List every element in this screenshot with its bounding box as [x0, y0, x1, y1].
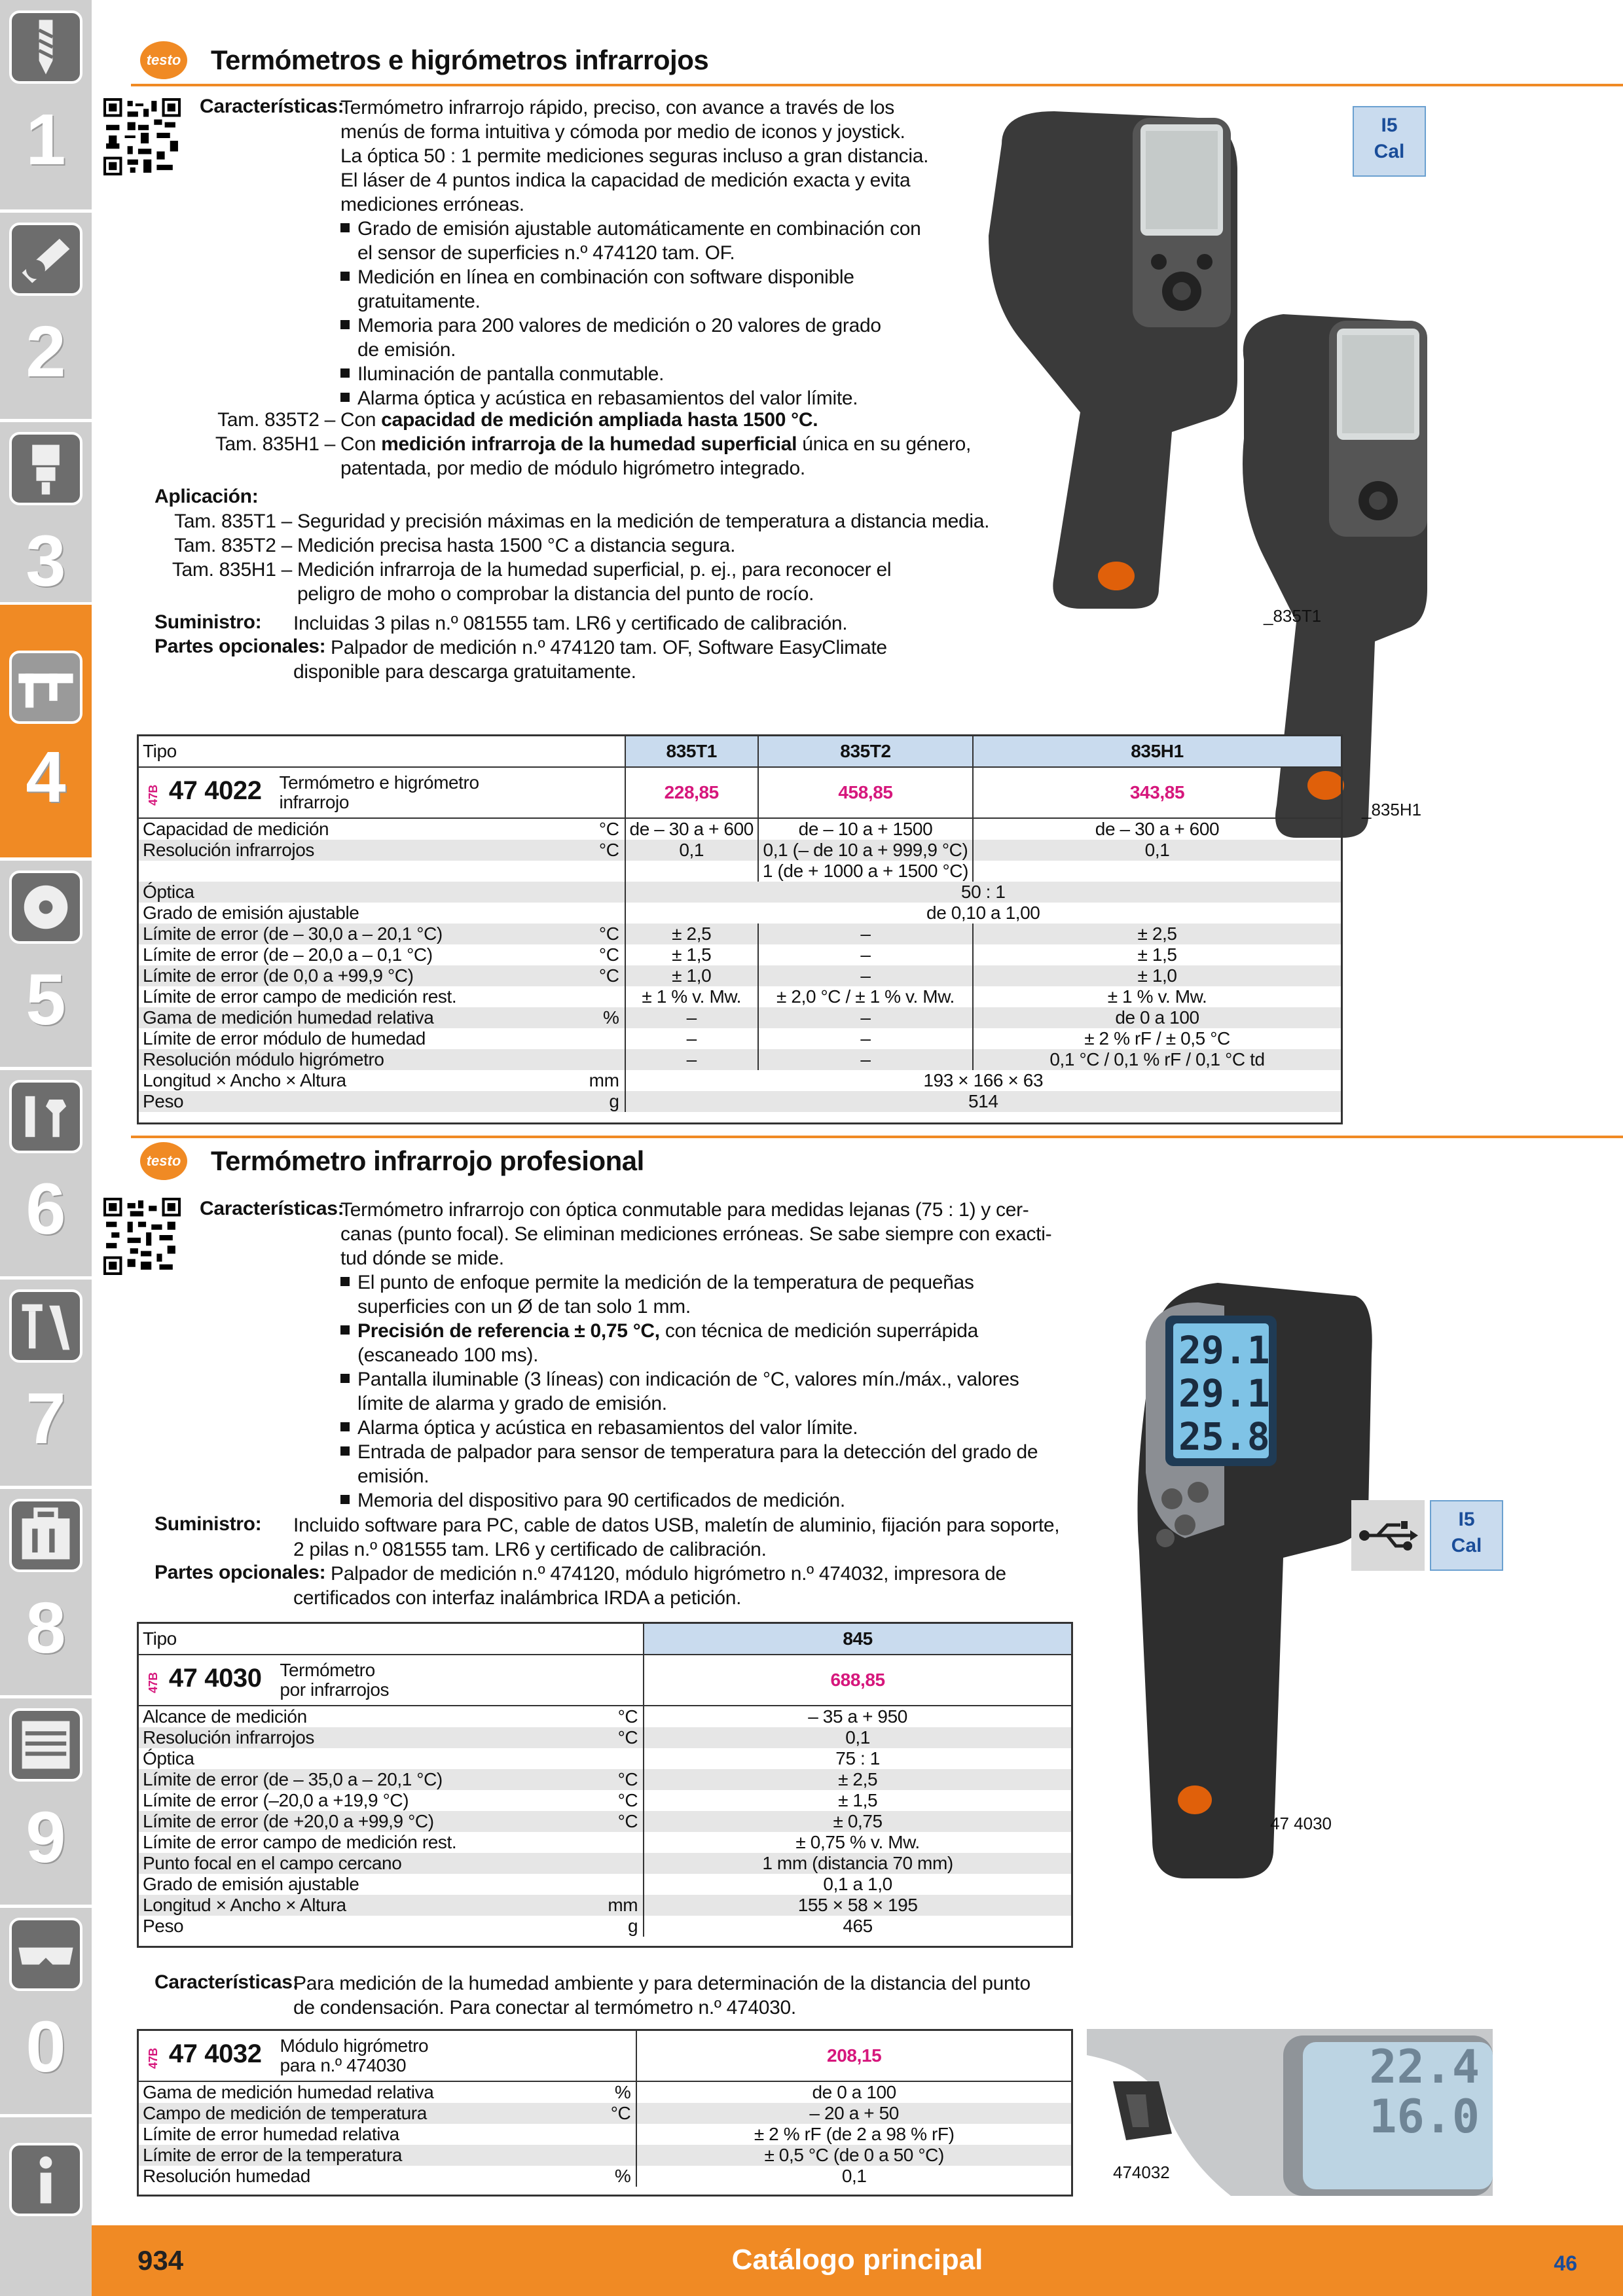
text-line: menús de forma intuitiva y cómoda por medio de iconos y joystick. [340, 121, 905, 143]
spec-value: ± 2 % rF (de 2 a 98 % rF) [636, 2124, 1071, 2145]
partes-opcionales-label: Partes opcionales: [155, 1562, 326, 1583]
spec-value: – [625, 1028, 758, 1049]
bullet-icon [340, 1374, 350, 1383]
spec-value: ± 1 % v. Mw. [973, 986, 1341, 1007]
price-row: 47B 47 4030 Termómetro por infrarrojos 688,85 [139, 1655, 1071, 1706]
spec-unit: mm [589, 1070, 619, 1090]
table-row [139, 1811, 1071, 1832]
spec-value: ± 1,0 [625, 965, 758, 986]
section-number: 46 [1554, 2251, 1577, 2275]
article-code: 47 4022 [168, 776, 262, 805]
table-row [139, 1895, 1071, 1916]
price-835t2: 458,85 [758, 767, 973, 818]
table-row [139, 1916, 1071, 1937]
spec-value: – 20 a + 50 [636, 2103, 1071, 2124]
table-row [139, 2145, 1071, 2166]
table-row [139, 1007, 1341, 1028]
aplicacion-label: Aplicación: [155, 486, 259, 507]
grinder-icon [9, 223, 82, 296]
table-row [139, 818, 1341, 840]
spec-unit: °C [585, 840, 625, 861]
info-icon [9, 2143, 82, 2216]
bullet-icon [340, 1495, 350, 1504]
spec-label: Capacidad de medición [143, 819, 329, 839]
table-row [139, 1748, 1071, 1769]
feature-bullets: El punto de enfoque permite la medición de la temperatura de pequeñas superficies con un Ø de tan solo 1 mm. Precisión de referencia ± 0,75 °C, con técnica de medición superrápida (escaneado 100 ms). Pantalla iluminable (3 líneas) con indicación de °C, valores mín./máx., valores límite de alarma y grado de emisión. Alarma óptica y acústica en rebasamientos del valor límite. Entrada de palpador para sensor de temperatura para la detección del grado de emisión. Memoria del dispositivo para 90 certificados de medición. [340, 1270, 1038, 1513]
tam-label: Tam. 835T2 – [217, 409, 335, 431]
section-title: Termómetros e higrómetros infrarrojos [211, 45, 709, 75]
testo-logo: testo [140, 1142, 187, 1180]
photo-caption: 47 4030 [1270, 1814, 1332, 1833]
device-display: 29.1 29.1 25.8 [1178, 1328, 1270, 1459]
spec-unit: °C [604, 1769, 644, 1790]
table-header-row [139, 736, 1341, 767]
spec-value: 193 × 166 × 63 [625, 1070, 1341, 1091]
spec-unit [604, 1874, 644, 1895]
spec-value: ± 2,0 °C / ± 1 % v. Mw. [758, 986, 973, 1007]
spec-label: Límite de error (–20,0 a +19,9 °C) [143, 1790, 409, 1810]
spec-value: ± 1,5 [625, 944, 758, 965]
spec-label: Resolución humedad [143, 2166, 310, 2186]
chuck-icon [9, 432, 82, 505]
spec-value: ± 2 % rF / ± 0,5 °C [973, 1028, 1341, 1049]
spec-unit [607, 2124, 637, 2145]
device-display: 22.4 16.0 [1369, 2040, 1480, 2144]
bullet-icon [340, 393, 350, 402]
spec-label: Límite de error (de 0,0 a +99,9 °C) [139, 965, 585, 986]
bullet-icon [340, 1325, 350, 1335]
text-line: Termómetro infrarrojo rápido, preciso, con avance a través de los [340, 97, 894, 118]
spec-label: Alcance de medición [143, 1706, 307, 1727]
chapter-tab-0[interactable] [0, 1907, 92, 2114]
spec-label: Límite de error humedad relativa [143, 2124, 399, 2144]
spec-label: Óptica [143, 1748, 194, 1768]
chapter-number: 6 [26, 1169, 66, 1249]
spec-label: Grado de emisión ajustable [143, 903, 359, 923]
spec-unit: °C [604, 1811, 644, 1832]
spec-unit: °C [598, 944, 619, 965]
spec-value: 0,1 [644, 1727, 1071, 1748]
price-row: 47B 47 4022 Termómetro e higrómetro infrarrojo 228,85 458,85 343,85 [139, 767, 1341, 818]
photo-caption: _835T1 [1264, 606, 1322, 626]
table-row [139, 944, 1341, 965]
spec-label: Límite de error (de +20,0 a +99,9 °C) [139, 1811, 604, 1832]
bullet-item: Precisión de referencia ± 0,75 °C, con técnica de medición superrápida [340, 1319, 1038, 1343]
article-description: Módulo higrómetro para n.º 474030 [276, 2031, 637, 2081]
text-line: mediciones erróneas. [340, 194, 524, 215]
aplicacion-list: Tam. 835T1 – Seguridad y precisión máximas en la medición de temperatura a distancia media. Tam. 835T2 – Medición precisa hasta 1500 °C a distancia segura. Tam. 835H1 – Medición infrarroja de la humedad superficial, p. ej., para reconocer el peligro de moho o comprobar la distancia del punto de rocío. [172, 511, 990, 605]
chapter-tab-1[interactable] [0, 0, 92, 209]
price-845: 688,85 [644, 1655, 1071, 1706]
tam-835h1-text: Con medición infrarroja de la humedad superficial única en su género, patentada, por medio de módulo higrómetro integrado. [340, 433, 972, 479]
usb-icon [1351, 1500, 1425, 1571]
spec-value: – [758, 924, 973, 944]
spec-unit: °C [617, 1706, 638, 1727]
table-row [139, 2124, 1071, 2145]
spec-unit [585, 1028, 625, 1049]
suministro-label: Suministro: [155, 611, 262, 633]
bullet-icon [340, 1277, 350, 1286]
chapter-tab-9[interactable] [0, 1698, 92, 1905]
chapter-number: 4 [26, 737, 66, 817]
article-description: Termómetro por infrarrojos [276, 1655, 644, 1706]
bullet-item: Iluminación de pantalla conmutable. [340, 362, 921, 386]
spec-table-845 [139, 1624, 1071, 1937]
bullet-icon [340, 1446, 350, 1456]
table-row [139, 2103, 1071, 2124]
suministro-label: Suministro: [155, 1513, 262, 1535]
calibration-badge: I5 Cal [1353, 106, 1426, 177]
bullet-item: Alarma óptica y acústica en rebasamientos del valor límite. [340, 1416, 1038, 1440]
spec-value: – [758, 944, 973, 965]
spec-unit [604, 1853, 644, 1874]
section-title: Termómetro infrarrojo profesional [211, 1145, 644, 1176]
spec-value: – [758, 965, 973, 986]
spec-value: ± 1 % v. Mw. [625, 986, 758, 1007]
bullet-icon [340, 320, 350, 329]
spec-label: Resolución infrarrojos [139, 840, 585, 861]
bullet-item: Memoria del dispositivo para 90 certificados de medición. [340, 1488, 1038, 1513]
drill-bit-icon [9, 10, 82, 84]
spec-value: ± 0,75 [644, 1811, 1071, 1832]
spec-label: Resolución módulo higrómetro [139, 1049, 585, 1070]
spec-label: Óptica [139, 882, 585, 903]
spec-value [973, 861, 1341, 882]
safety-goggles-icon [9, 1918, 82, 1991]
spec-value: ± 2,5 [644, 1769, 1071, 1790]
spec-unit [585, 1049, 625, 1070]
chapter-number: 0 [26, 2007, 66, 2087]
text-line: El láser de 4 puntos indica la capacidad de medición exacta y evita [340, 170, 911, 191]
bullet-item: Grado de emisión ajustable automáticamente en combinación con [340, 217, 921, 241]
chapter-number: 1 [26, 99, 66, 180]
price-row: 47B 47 4032 Módulo higrómetro para n.º 474030 208,15 [139, 2031, 1071, 2081]
spec-table-835 [139, 736, 1341, 1112]
calibration-badge: I5 Cal [1430, 1500, 1503, 1571]
wrench-icon [9, 1080, 82, 1153]
spec-unit [604, 1832, 644, 1853]
caracteristicas-label: Características: [155, 1971, 299, 1993]
chapter-number: 9 [26, 1797, 66, 1878]
article-code: 47 4032 [168, 2039, 262, 2068]
spec-unit: % [614, 2166, 631, 2186]
chapter-tab-info[interactable] [0, 2117, 92, 2225]
model-835h1: 835H1 [973, 736, 1341, 767]
chapter-tab-8[interactable] [0, 1488, 92, 1695]
spec-value: de 0 a 100 [636, 2081, 1071, 2103]
chapter-tab-2[interactable] [0, 212, 92, 419]
saw-blade-icon [9, 870, 82, 944]
spec-value: – [758, 1007, 973, 1028]
spec-label: Límite de error campo de medición rest. [143, 1832, 457, 1852]
spec-value: 0,1 (– de 10 a + 999,9 °C) [758, 840, 973, 861]
bullet-item: El punto de enfoque permite la medición de la temperatura de pequeñas [340, 1270, 1038, 1295]
spec-unit [607, 2145, 637, 2166]
partes-opcionales-label: Partes opcionales: [155, 636, 326, 657]
spec-value: 465 [644, 1916, 1071, 1937]
price-474032: 208,15 [636, 2031, 1071, 2081]
table-row [139, 882, 1341, 903]
chapter-sidebar [0, 0, 92, 2296]
spec-label: Gama de medición humedad relativa [139, 1007, 585, 1028]
bullet-item: Alarma óptica y acústica en rebasamientos del valor límite. [340, 386, 921, 410]
spec-value: ± 2,5 [625, 924, 758, 944]
chapter-tab-3[interactable] [0, 422, 92, 602]
spec-label: Límite de error módulo de humedad [143, 1028, 426, 1049]
spec-value: ± 2,5 [973, 924, 1341, 944]
article-description: Termómetro e higrómetro infrarrojo [276, 767, 625, 818]
spec-unit [585, 986, 625, 1007]
caliper-icon [9, 651, 82, 724]
spec-value: 514 [625, 1091, 1341, 1112]
spec-value: de – 10 a + 1500 [758, 818, 973, 840]
table-row [139, 965, 1341, 986]
workbench-icon [9, 1708, 82, 1782]
spec-label: Gama de medición humedad relativa [143, 2082, 434, 2102]
bullet-continuation: gratuitamente. [357, 291, 481, 312]
table-row [139, 1853, 1071, 1874]
section-divider [131, 84, 1623, 86]
spec-label [139, 861, 585, 882]
caracteristicas-text: Para medición de la humedad ambiente y para determinación de la distancia del punto de condensación. Para conectar al termómetro n.º 474030. [293, 1973, 1030, 2018]
chapter-tab-5[interactable] [0, 860, 92, 1067]
text-line: La óptica 50 : 1 permite mediciones seguras incluso a gran distancia. [340, 145, 929, 167]
spec-unit: g [585, 1091, 625, 1112]
spec-unit: mm [604, 1895, 644, 1916]
spec-label: Longitud × Ancho × Altura [143, 1070, 346, 1090]
spec-label: Punto focal en el campo cercano [139, 1853, 604, 1874]
model-835t2: 835T2 [758, 736, 973, 767]
partes-opcionales-text: Palpador de medición n.º 474120, módulo higrómetro n.º 474032, impresora de certificados con interfaz inalámbrica IRDA a petición. [293, 1563, 1006, 1609]
photo-caption: _835H1 [1362, 800, 1422, 819]
feature-bullets [340, 217, 921, 410]
spec-table-474032 [139, 2031, 1071, 2187]
spec-label: Resolución infrarrojos [139, 1727, 604, 1748]
spec-label: Peso [139, 1091, 585, 1112]
table-row [139, 2166, 1071, 2187]
caracteristicas-label: Características: [200, 1198, 344, 1219]
spec-value: de 0 a 100 [973, 1007, 1341, 1028]
table-row [139, 1769, 1071, 1790]
page-footer [92, 2225, 1623, 2296]
qr-code-icon[interactable] [103, 98, 181, 175]
tam-label: Tam. 835H1 – [215, 433, 335, 455]
tipo-label: Tipo [139, 1624, 644, 1655]
spec-unit: % [614, 2082, 631, 2102]
chapter-number: 5 [26, 960, 66, 1040]
catalog-title: Catálogo principal [731, 2244, 983, 2276]
spec-unit: °C [585, 924, 625, 944]
section-divider [131, 1136, 1623, 1138]
spec-unit [585, 882, 625, 903]
spec-value: 75 : 1 [644, 1748, 1071, 1769]
bullet-continuation: el sensor de superficies n.º 474120 tam. OF. [357, 242, 735, 264]
spec-unit: g [628, 1916, 638, 1936]
bullet-icon [340, 368, 350, 378]
spec-value: 0,1 [973, 840, 1341, 861]
spec-unit [585, 861, 625, 882]
spec-value: 0,1 [625, 840, 758, 861]
table-row [139, 903, 1341, 924]
price-835t1: 228,85 [625, 767, 758, 818]
bullet-item: Pantalla iluminable (3 líneas) con indicación de °C, valores mín./máx., valores [340, 1367, 1038, 1391]
spec-unit [585, 903, 625, 924]
page-number: 934 [137, 2245, 184, 2276]
table-row [139, 861, 1341, 882]
chapter-tab-6[interactable] [0, 1069, 92, 1276]
spec-label: Longitud × Ancho × Altura [139, 1895, 604, 1916]
bullet-icon [340, 223, 350, 232]
caracteristicas-text: Termómetro infrarrojo con óptica conmutable para medidas lejanas (75 : 1) y cer- canas (punto focal). Se eliminan mediciones erróneas. Se sabe siempre con exacti- tud dónde se mide. [340, 1199, 1052, 1269]
chapter-tab-4[interactable] [0, 605, 92, 857]
product-photo-845 [1126, 1276, 1375, 1885]
spec-value: 0,1 [636, 2166, 1071, 2187]
table-row [139, 1832, 1071, 1853]
testo-logo: testo [140, 41, 187, 79]
bullet-item: Medición en línea en combinación con software disponible [340, 265, 921, 289]
chapter-number: 8 [26, 1588, 66, 1668]
table-row [139, 1874, 1071, 1895]
spec-label: Límite de error de la temperatura [139, 2145, 607, 2166]
spec-label: Grado de emisión ajustable [143, 1874, 359, 1894]
spec-value: 0,1 °C / 0,1 % rF / 0,1 °C td [973, 1049, 1341, 1070]
bullet-item: Entrada de palpador para sensor de temperatura para la detección del grado de [340, 1440, 1038, 1464]
spec-value: – [758, 1049, 973, 1070]
bullet-continuation: de emisión. [357, 339, 456, 361]
spec-value: 0,1 a 1,0 [644, 1874, 1071, 1895]
spec-label: Límite de error (de – 35,0 a – 20,1 °C) [139, 1769, 604, 1790]
spec-value: ± 1,5 [973, 944, 1341, 965]
spec-unit: °C [617, 1790, 638, 1810]
spec-label: Campo de medición de temperatura [139, 2103, 607, 2124]
table-row [139, 1091, 1341, 1112]
spec-unit: % [585, 1007, 625, 1028]
spec-value: – [625, 1049, 758, 1070]
partes-opcionales-text: Palpador de medición n.º 474120 tam. OF, Software EasyClimate disponible para descarga gratuitamente. [293, 637, 887, 683]
spec-value: – 35 a + 950 [644, 1706, 1071, 1727]
spec-value: 1 mm (distancia 70 mm) [644, 1853, 1071, 1874]
spec-value: de 0,10 a 1,00 [625, 903, 1341, 924]
spec-value: de – 30 a + 600 [625, 818, 758, 840]
pliers-icon [9, 1289, 82, 1363]
model-835t1: 835T1 [625, 736, 758, 767]
caracteristicas-label: Características: [200, 96, 344, 117]
photo-caption: 474032 [1113, 2162, 1170, 2182]
spec-label: Peso [143, 1916, 184, 1936]
spec-value: ± 1,5 [644, 1790, 1071, 1811]
price-835h1: 343,85 [973, 767, 1341, 818]
toolcase-icon [9, 1499, 82, 1572]
table-row [139, 1028, 1341, 1049]
article-code: 47 4030 [168, 1663, 262, 1693]
bullet-icon [340, 272, 350, 281]
caracteristicas-text [340, 96, 928, 217]
bullet-item: Memoria para 200 valores de medición o 20 valores de grado [340, 314, 921, 338]
table-row [139, 840, 1341, 861]
suministro-text: Incluidas 3 pilas n.º 081555 tam. LR6 y certificado de calibración. [293, 613, 848, 634]
spec-unit: °C [607, 2103, 637, 2124]
chapter-tab-7[interactable] [0, 1279, 92, 1486]
tam-835t2-text: Con capacidad de medición ampliada hasta 1500 °C. [340, 409, 818, 431]
spec-value: 155 × 58 × 195 [644, 1895, 1071, 1916]
suministro-text: Incluido software para PC, cable de datos USB, maletín de aluminio, fijación para soporte, 2 pilas n.º 081555 tam. LR6 y certificado de calibración. [293, 1515, 1060, 1560]
table-row [139, 2081, 1071, 2103]
table-row [139, 986, 1341, 1007]
spec-value: de – 30 a + 600 [973, 818, 1341, 840]
table-row [139, 1706, 1071, 1727]
table-row [139, 1727, 1071, 1748]
chapter-number: 7 [26, 1378, 66, 1459]
spec-value: ± 0,5 °C (de 0 a 50 °C) [636, 2145, 1071, 2166]
spec-unit: °C [598, 819, 619, 839]
table-row [139, 924, 1341, 944]
spec-value: – [758, 1028, 973, 1049]
table-row [139, 1070, 1341, 1091]
qr-code-icon[interactable] [103, 1198, 181, 1275]
tipo-label: Tipo [139, 736, 625, 767]
spec-value [625, 861, 758, 882]
spec-value: 1 (de + 1000 a + 1500 °C) [758, 861, 973, 882]
spec-unit [604, 1748, 644, 1769]
table-row [139, 1790, 1071, 1811]
spec-value: – [625, 1007, 758, 1028]
table-header-row [139, 1624, 1071, 1655]
model-845: 845 [644, 1624, 1071, 1655]
spec-value: ± 1,0 [973, 965, 1341, 986]
spec-label: Límite de error (de – 30,0 a – 20,1 °C) [139, 924, 585, 944]
spec-label: Límite de error campo de medición rest. [143, 986, 457, 1007]
spec-unit: °C [585, 965, 625, 986]
spec-label: Límite de error (de – 20,0 a – 0,1 °C) [143, 944, 433, 965]
spec-value: 50 : 1 [625, 882, 1341, 903]
table-row [139, 1049, 1341, 1070]
spec-unit: °C [604, 1727, 644, 1748]
chapter-number: 2 [26, 312, 66, 392]
bullet-icon [340, 1422, 350, 1431]
spec-value: ± 0,75 % v. Mw. [644, 1832, 1071, 1853]
chapter-number: 3 [26, 521, 66, 601]
